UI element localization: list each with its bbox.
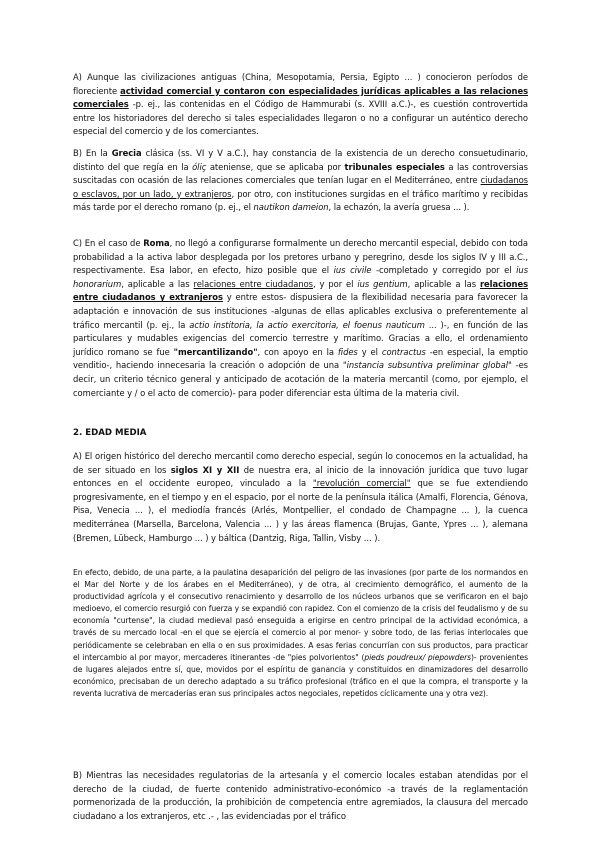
text-span: , por otro, con instituciones surgidas en el tráfico marítimo y recibidas más tarde por el derecho romano (p. ej., el (73, 188, 528, 213)
text-span: clásica (ss. VI y V a.C.), hay constancia de la existencia de un derecho consuetudinario, distinto del que regía en la (73, 148, 528, 172)
text-span: -completado y corregido por el (371, 265, 517, 276)
text-span: , aplicable a las (121, 278, 194, 289)
underlined-term: "revolución comercial" (312, 478, 411, 489)
bold-term: "mercantilizando" (173, 346, 258, 357)
text-span: ... )-, en función de las particulares y mudables exigencias del comercio terrestre y marítimo. Gracias a ello, el ordenamiento jurídico romano se fue (73, 319, 528, 357)
text-span: A) Aunque las civilizaciones antiguas (China, Mesopotamia, Persia, Egipto ... ) conocieron períodos de floreciente (73, 72, 528, 96)
bold-term: siglos XI y XII (170, 464, 240, 475)
paragraph-antiquity (73, 71, 528, 139)
italic-term: contractus (381, 346, 426, 357)
italic-term: "instancia subsuntiva preliminar global" (342, 360, 512, 371)
text-span: -p. ej., las contenidas en el Código de Hammurabi (s. XVIII a.C.)-, es cuestión controvertida entre los historiadores del derecho si tales especialidades llegaron o no a configurar un auténtico derecho especial del comercio y de los comerciantes. (73, 99, 528, 137)
italic-term: ius civile (333, 265, 372, 276)
text-span: de nuestra era, al inicio de la innovación jurídica que tuvo lugar entonces en el occidente europeo, vinculado a la (73, 464, 528, 489)
text-span: A) El origen histórico del derecho mercantil como derecho especial, según lo conocemos en la actualidad, ha de ser situado en los (73, 451, 528, 475)
text-span: y entre estos- dispusiera de la flexibilidad necesaria para favorecer la adaptación e innovación de sus instituciones -algunas de ellas aplicables exclusiva o preferentemente al tráfico mercantil (p. ej., la (73, 292, 528, 330)
text-span: y el (357, 346, 382, 357)
text-span: ateniense, que se aplicaba por (206, 161, 345, 172)
text-span: a las controversias suscitadas con ocasión de las relaciones comerciales que tenían lugar en el Mediterráneo, entre (73, 161, 528, 186)
text-span: , aplicable a las (407, 278, 480, 289)
text-span: )- provenientes de lugares alejados entre sí, que, movidos por el espíritu de ganancia y constituidos en dinamizadores del desarrollo económico, precisaban de un derecho adaptado a su tráfico profesional (tráfico en el que la compra, el transporte y la reventa lucrativa de mercaderías eran sus principales actos negociales, repetidos cíclicamente una y otra vez). (73, 652, 528, 698)
bold-underlined-term: actividad comercial y contaron con especialidades jurídicas aplicables a las relaciones comerciales (73, 85, 529, 110)
paragraph-rome (73, 237, 528, 400)
italic-term: ius honorarium (73, 265, 529, 289)
paragraph-greece (73, 147, 528, 215)
bold-underlined-term: relaciones entre ciudadanos y extranjeros (73, 278, 529, 303)
italic-term: pieds poudreux/ piepowders (364, 652, 471, 662)
text-span: -es decir, un criterio técnico general y anticipado de acotación de la materia mercantil (como, por ejemplo, el comerciante y / o el acto de comercio)- para poder diferenciar esta última de la materia civil. (73, 360, 528, 398)
bold-term: Roma (143, 238, 170, 248)
paragraph-middle-ages-origin (73, 450, 528, 545)
text-span: B) En la (73, 148, 112, 158)
text-span: , y por el (312, 278, 358, 289)
italic-term: nautikon dameion (253, 202, 329, 213)
italic-term: fides (337, 346, 358, 357)
text-span: que se fue extendiendo progresivamente, en el tiempo y en el espacio, por el norte de la península itálica (Amalfi, Florencia, Génova, Pisa, Venecia ... ), el mediodía francés (Arlés, Montpellier, el condado de Champagne ... ), la cuenca mediterránea (Marsella, Barcelona, Valencia ... ) y las áreas flamenca (Brujas, Gante, Ypres ... ), alemana (Bremen, Lübeck, Hamburgo ... ) y báltica (Dantzig, Riga, Tallin, Visby ... ). (73, 478, 528, 543)
italic-term: actio institoria, la actio exercitoria, el foenus nauticum (189, 319, 425, 330)
text-span: En efecto, debido, de una parte, a la paulatina desaparición del peligro de las invasiones (por parte de los normandos en el Mar del Norte y de los árabes en el Mediterráneo), y de otra, al crecimiento demográfico, el aumento de la productividad agrícola y el consecutivo renacimiento y desarrollo de los núcleos urbanos que se verificaron en el bajo medioevo, el comercio resurgió con fuerza y se expandió con rapidez. Con el comienzo de la crisis del feudalismo y de su economía "curtense", la ciudad medieval pasó enseguida a erigirse en centro principal de la actividad económica, a través de su mercado local -en el que se ejercía el comercio al por menor- y sobre todo, de las ferias interlocales que periódicamente se celebraban en ella o en sus proximidades. A esas ferias concurrían con sus productos, para practicar el intercambio al por mayor, mercaderes itinerantes -de "pies polvorientos" ( (73, 568, 528, 662)
bold-term: Grecia (111, 148, 142, 158)
text-span: -en especial, la emptio venditio-, haciendo innecesaria la creación o adopción de una (73, 346, 528, 371)
underlined-term: ciudadanos o esclavos, por un lado, y extranjeros (73, 175, 528, 199)
italic-term: óliç (192, 161, 207, 172)
italic-term: ius gentium (357, 278, 408, 289)
paragraph-note (73, 567, 528, 700)
text-span: , con apoyo en la (257, 346, 338, 357)
text-span: C) En el caso de (73, 238, 144, 248)
text-span: B) Mientras las necesidades regulatorias de la artesanía y el comercio locales estaban atendidas por el derecho de la ciudad, de fuerte contenido administrativo-económico -a través de la reglamentación pormenorizada de la producción, la prohibición de competencia entre agremiados, la clausura del mercado ciudadano a los extranjeros, etc .- , las evidenciadas por el tráfico (73, 770, 528, 821)
text-span: , la echazón, la avería gruesa ... ). (328, 202, 470, 213)
bold-term: tribunales especiales (344, 161, 445, 172)
section-heading: 2. EDAD MEDIA (73, 428, 147, 438)
text-span: , no llegó a configurarse formalmente un derecho mercantil especial, debido con toda probabilidad a la activa labor desplegada por los pretores urbano y peregrino, desde los siglos IV y III a.C., respectivamente. Esa labor, en efecto, hizo posible que el (73, 238, 528, 276)
paragraph-local-trade (73, 769, 528, 823)
underlined-term: relaciones entre ciudadanos (193, 278, 313, 289)
